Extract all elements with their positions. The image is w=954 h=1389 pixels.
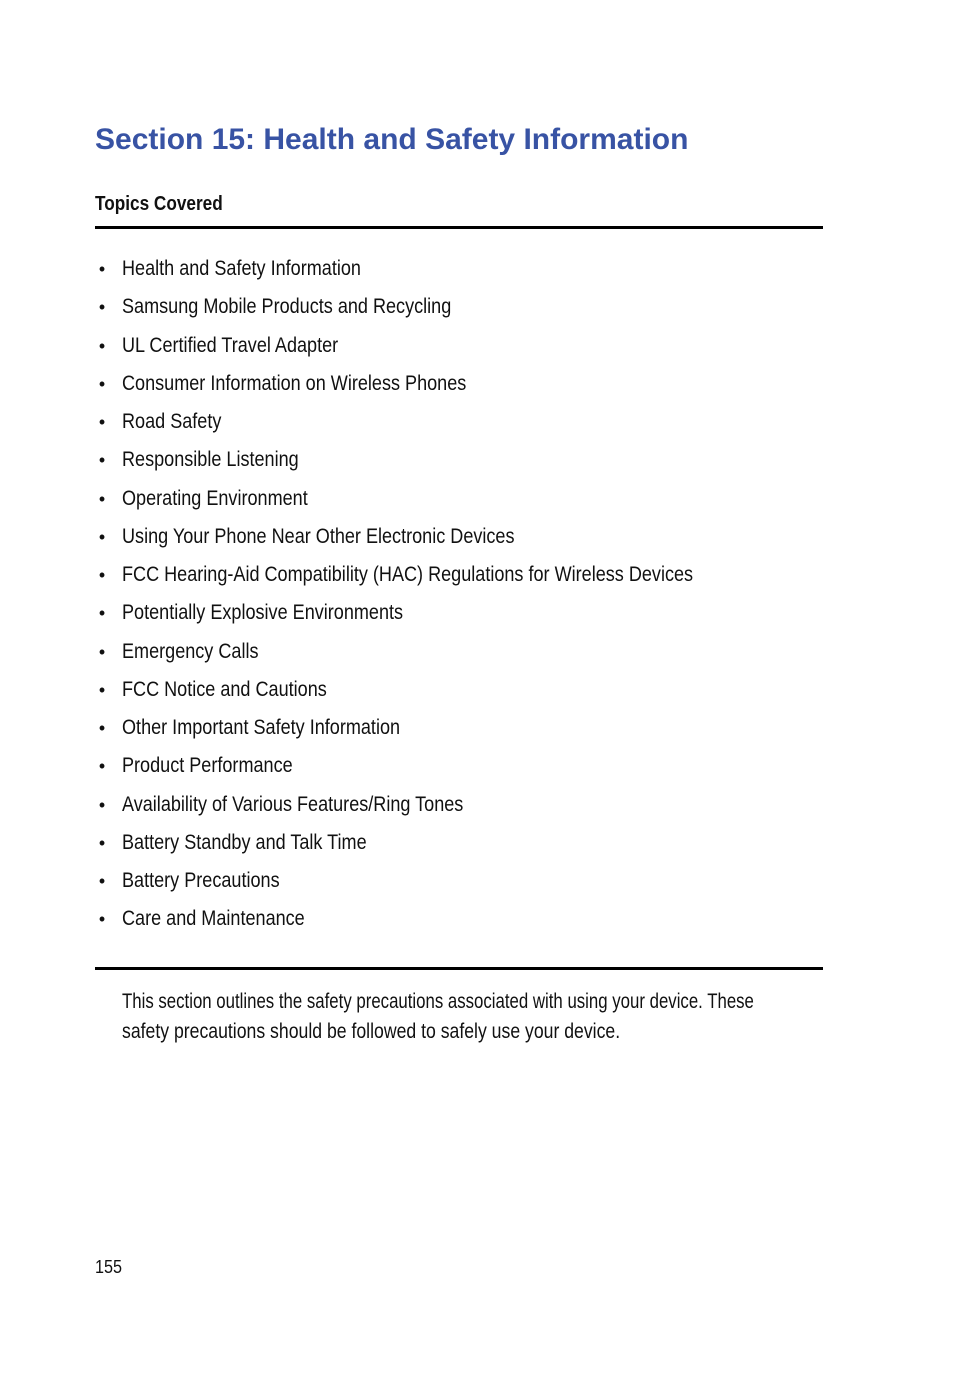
page-title: Section 15: Health and Safety Information (95, 123, 689, 156)
topic-label: Consumer Information on Wireless Phones (122, 371, 467, 395)
topic-label: Emergency Calls (122, 639, 259, 663)
topic-label: Road Safety (122, 410, 222, 433)
bullet: • (98, 488, 106, 509)
page-number: 155 (95, 1257, 123, 1277)
topic-label: Using Your Phone Near Other Electronic Devices (122, 524, 515, 548)
bullet: • (98, 756, 106, 777)
bullet: • (98, 412, 106, 432)
topic-label: FCC Hearing-Aid Compatibility (HAC) Regulations for Wireless Devices (122, 563, 694, 586)
bullet: • (98, 909, 106, 930)
bullet: • (98, 259, 106, 279)
bullet: • (98, 641, 106, 662)
bullet: • (98, 373, 106, 394)
intro-line-1: This section outlines the safety precautions associated with using your device. These (122, 990, 754, 1013)
top-divider (95, 226, 823, 229)
topic-label: Responsible Listening (122, 448, 299, 472)
topic-label: Health and Safety Information (122, 257, 361, 280)
intro-paragraph (122, 987, 822, 1046)
topic-label: Operating Environment (122, 486, 308, 510)
bullet: • (98, 718, 106, 738)
topic-label: Potentially Explosive Environments (122, 601, 404, 625)
topics-covered-heading: Topics Covered (95, 193, 223, 215)
bullet: • (98, 871, 106, 891)
intro-line-2: safety precautions should be followed to safely use your device. (122, 1019, 621, 1043)
topic-label: Battery Standby and Talk Time (122, 830, 367, 854)
bullet: • (98, 297, 106, 318)
topic-label: UL Certified Travel Adapter (122, 333, 339, 357)
bullet: • (98, 794, 106, 815)
topic-label: Care and Maintenance (122, 907, 305, 931)
bullet: • (98, 565, 106, 585)
topic-label: Battery Precautions (122, 869, 280, 892)
bullet: • (98, 679, 106, 700)
bullet: • (98, 335, 106, 356)
bottom-divider (95, 967, 823, 970)
topic-label: Availability of Various Features/Ring Tones (122, 792, 464, 816)
topic-label: Other Important Safety Information (122, 716, 401, 739)
topic-label: Product Performance (122, 754, 293, 778)
bullet: • (98, 832, 106, 853)
topic-label: Samsung Mobile Products and Recycling (122, 295, 452, 319)
bullet: • (98, 603, 106, 624)
bullet: • (98, 450, 106, 471)
bullet: • (98, 526, 106, 547)
topic-label: FCC Notice and Cautions (122, 677, 327, 701)
